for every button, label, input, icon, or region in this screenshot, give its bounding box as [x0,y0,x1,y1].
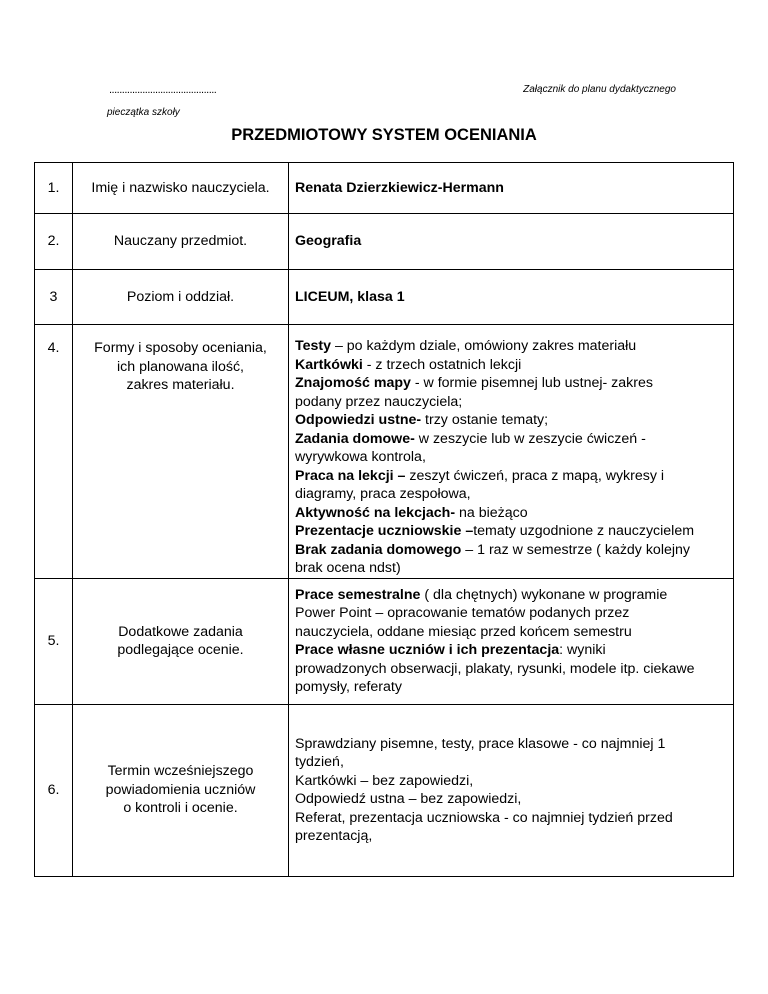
content-line [295,485,730,504]
content-line [295,522,730,541]
content-line-text: Kartkówki – bez zapowiedzi, [295,772,474,789]
content-line [295,337,730,356]
content-line-lead: Brak zadania domowego [295,541,462,558]
content-line-text: prezentacją, [295,828,373,844]
content-line [295,678,730,697]
row-label: Poziom i oddział. [73,270,289,325]
content-line [295,504,730,523]
level-value: LICEUM, klasa 1 [289,270,734,325]
content-line-text: Power Point – opracowanie tematów podanych przez [295,605,630,621]
content-line [295,604,730,623]
content-line [295,430,730,449]
content-line-lead: Testy [295,338,332,354]
content-line-text: Referat, prezentacja uczniowska - co najmniej tydzień przed [295,809,673,826]
content-line [295,809,730,828]
content-line-text: nauczyciela, oddane miesiąc przed końcem semestru [295,623,632,640]
label-line: powiadomienia uczniów [105,781,256,798]
content-line [295,393,730,412]
content-line-text: : wyniki [559,642,606,658]
row-label: Nauczany przedmiot. [73,214,289,270]
content-line-lead: Prace własne uczniów i ich prezentacja [295,642,560,658]
grading-system-table [34,162,734,877]
stamp-dotted-line: .......................................... [109,84,217,96]
content-line-text: wyrywkowa kontrola, [295,449,426,465]
content-line-text: tematy uzgodnione z nauczycielem [473,523,695,539]
content-line-text: – 1 raz w semestrze ( każdy kolejny [461,541,690,558]
page-title: PRZEDMIOTOWY SYSTEM OCENIANIA [231,126,537,144]
content-line-text: Sprawdziany pisemne, testy, prace klasowe - co najmniej 1 [295,735,666,752]
content-line-lead: Znajomość mapy [295,375,411,391]
label-line: Formy i sposoby oceniania, [94,340,267,356]
content-line [295,772,730,791]
content-line [295,660,730,679]
stamp-label: pieczątka szkoły [107,107,180,118]
label-line: zakres materiału. [126,377,235,393]
table-row [35,163,734,214]
content-line [295,735,730,754]
content-line [295,467,730,486]
additional-tasks-list [289,578,734,704]
content-line [295,448,730,467]
content-line [295,411,730,430]
content-line [295,790,730,809]
subject-value: Geografia [289,214,734,270]
content-line-text: prowadzonych obserwacji, plakaty, rysunki, modele itp. ciekawe [295,660,695,677]
row-label [73,325,289,579]
content-line-text: - w formie pisemnej lub ustnej- zakres [410,375,653,391]
label-line: Termin wcześniejszego [107,763,254,780]
content-line [295,623,730,642]
row-label: Imię i nazwisko nauczyciela. [73,163,289,214]
content-line [295,753,730,772]
label-line: podlegające ocenie. [117,642,244,658]
content-line-lead: Prace semestralne [295,586,421,603]
content-line-text: na bieżąco [455,504,528,521]
content-line-text: trzy ostanie tematy; [421,412,549,428]
content-line-lead: Zadania domowe- [295,430,415,447]
row-number: 4. [35,325,73,579]
content-line [295,541,730,560]
label-line: ich planowana ilość, [117,358,244,375]
table-row [35,325,734,579]
content-line-lead: Aktywność na lekcjach- [295,504,456,521]
label-line: o kontroli i ocenie. [123,800,238,817]
grading-forms-list [289,325,734,579]
content-line-text: ( dla chętnych) wykonane w programie [420,586,668,603]
content-line-text: Odpowiedź ustna – bez zapowiedzi, [295,791,522,807]
row-number: 3 [35,270,73,325]
content-line-lead: Kartkówki [295,356,363,373]
notice-terms-list [289,704,734,876]
content-line-text: w zeszycie lub w zeszycie ćwiczeń - [414,430,646,447]
row-label [73,704,289,876]
content-line-lead: Odpowiedzi ustne- [295,412,422,428]
row-label [73,578,289,704]
content-line [295,559,730,578]
table-row [35,270,734,325]
row-number: 6. [35,704,73,876]
content-line-text: – po każdym dziale, omówiony zakres materiału [331,338,637,354]
content-line [295,374,730,393]
content-line-text: tydzień, [295,754,344,770]
content-line-lead: Praca na lekcji – [295,467,406,484]
content-line-text: podany przez nauczyciela; [295,393,463,410]
content-line [295,586,730,605]
row-number: 1. [35,163,73,214]
content-line [295,827,730,846]
table-row [35,704,734,876]
content-line [295,641,730,660]
content-line [295,356,730,375]
row-number: 5. [35,578,73,704]
label-line: Dodatkowe zadania [118,623,243,640]
content-line-text: zeszyt ćwiczeń, praca z mapą, wykresy i [405,467,665,484]
content-line-text: - z trzech ostatnich lekcji [362,356,522,373]
table-row [35,214,734,270]
annex-note: Załącznik do planu dydaktycznego [523,84,676,95]
content-line-text: brak ocena ndst) [295,560,401,576]
teacher-name: Renata Dzierzkiewicz-Hermann [289,163,734,214]
content-line-text: pomysły, referaty [295,679,402,695]
row-number: 2. [35,214,73,270]
content-line-lead: Prezentacje uczniowskie – [295,523,474,539]
content-line-text: diagramy, praca zespołowa, [295,486,471,502]
table-row [35,578,734,704]
